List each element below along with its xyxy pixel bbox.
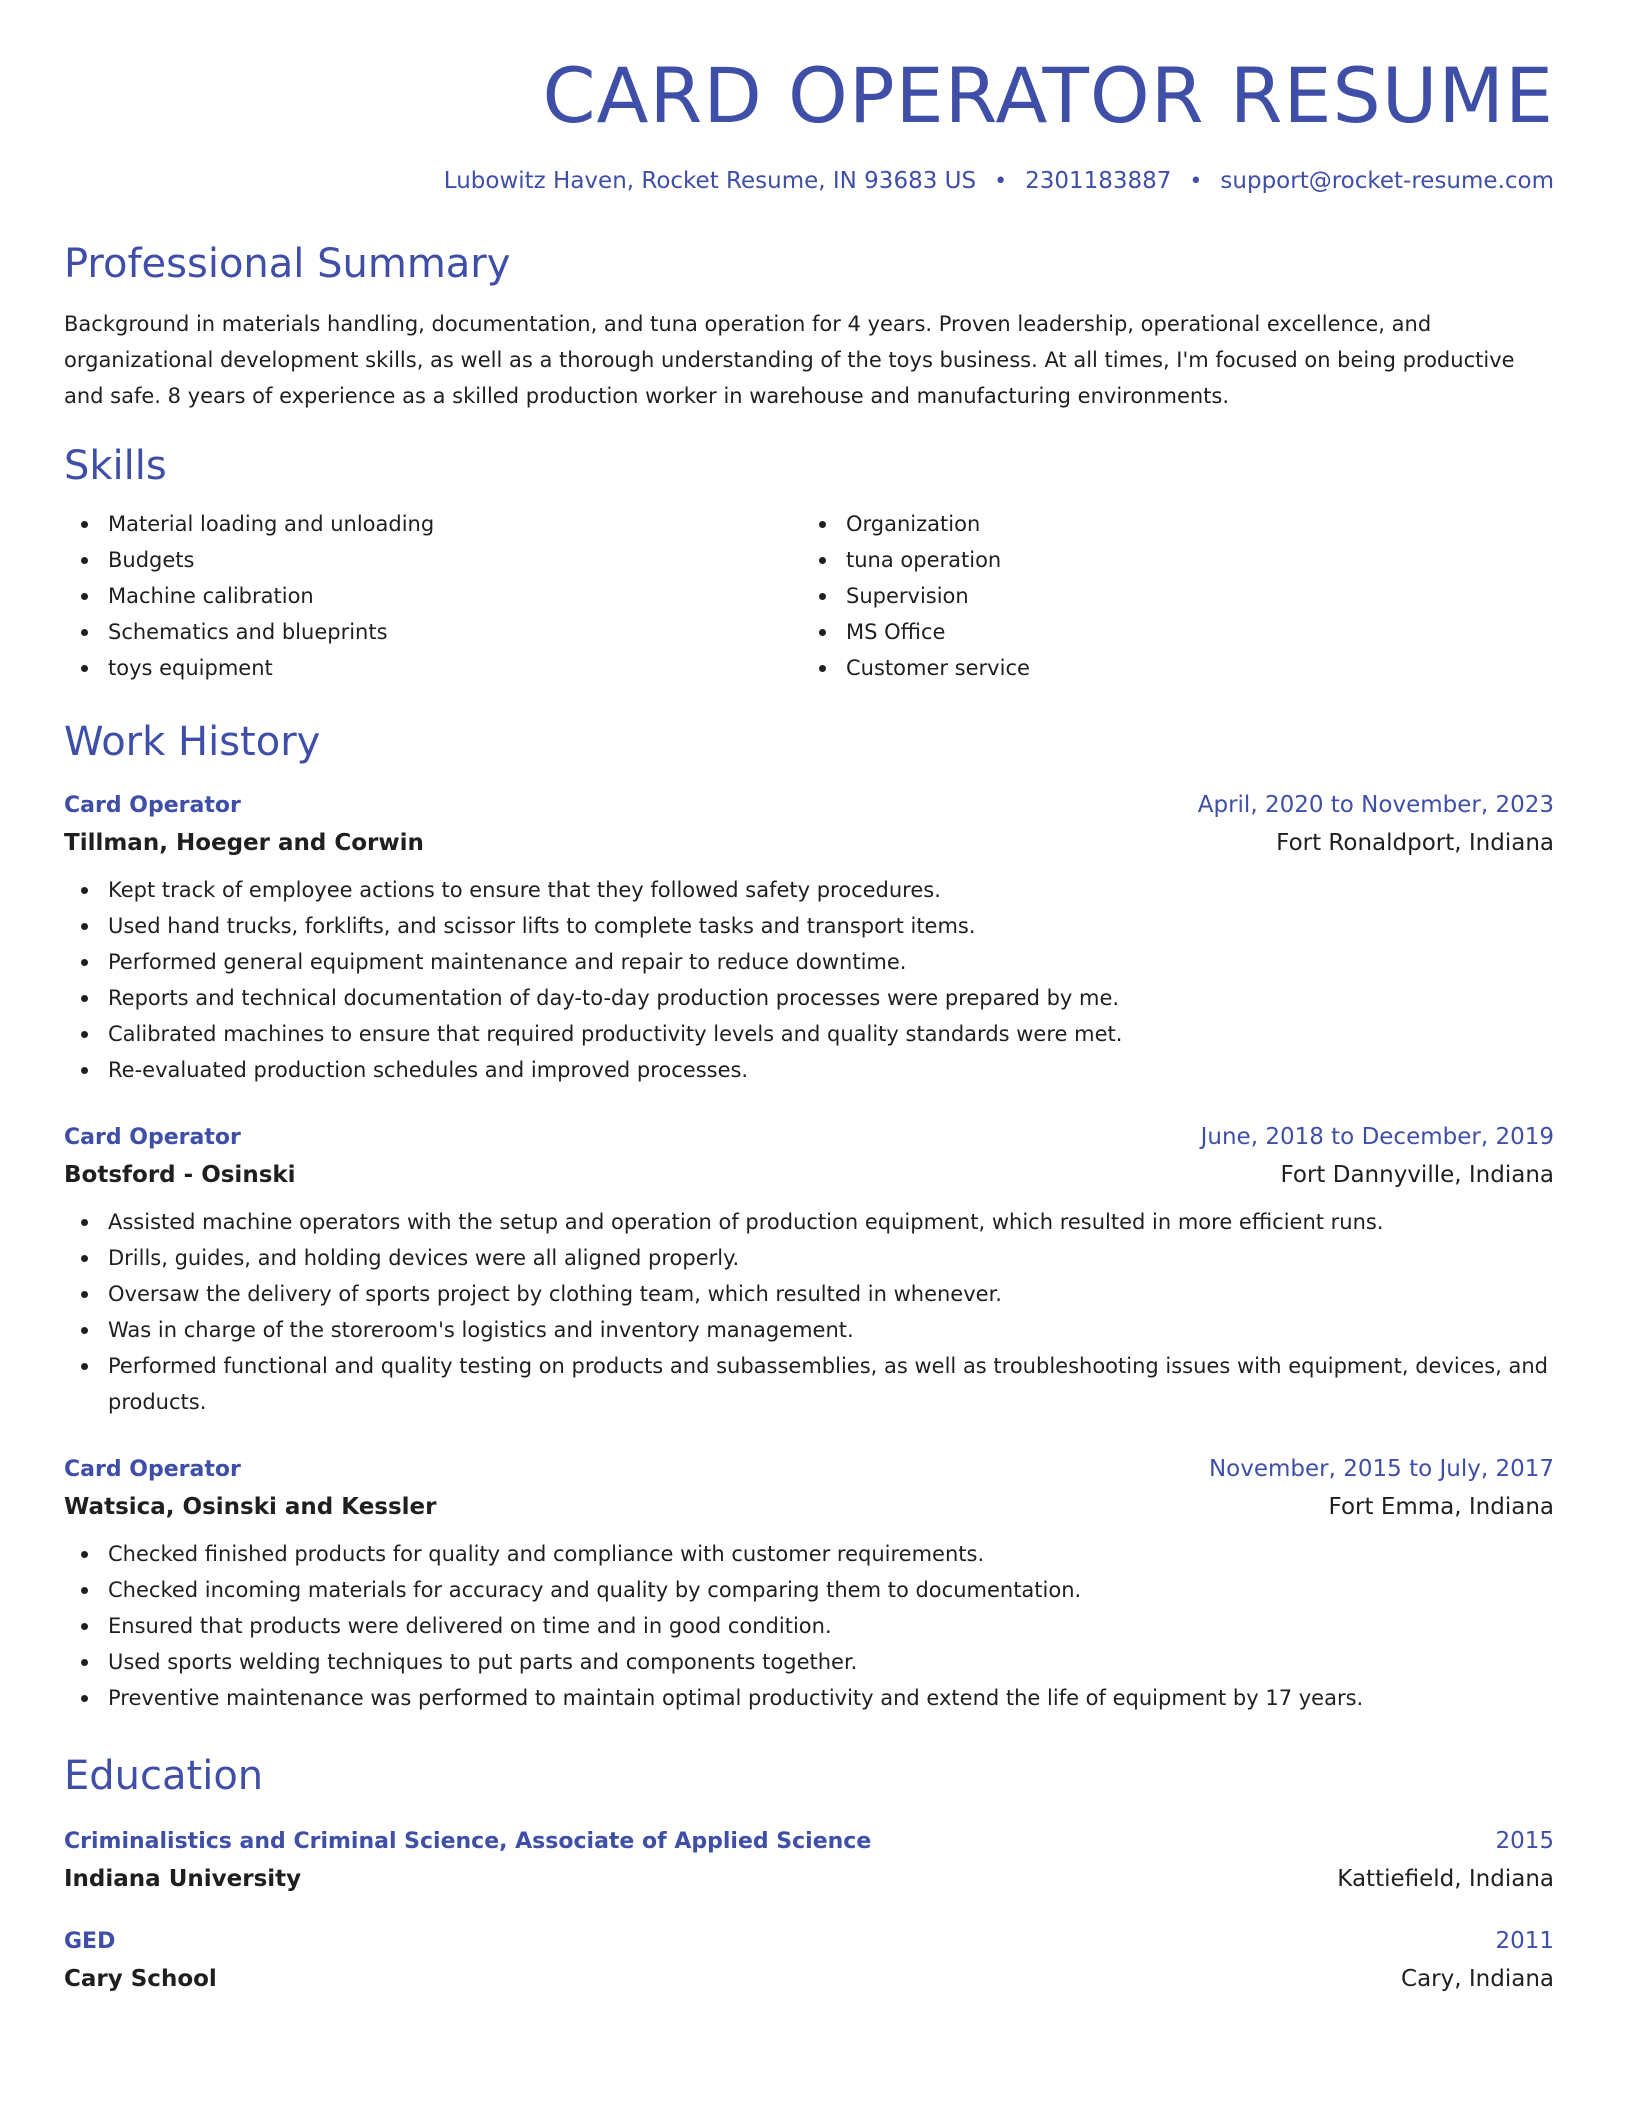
job-duty: Oversaw the delivery of sports project by clothing team, which resulted in whenever. [64,1276,1554,1312]
education-header-row [64,1828,1554,1854]
job-duty: Performed functional and quality testing on products and subassemblies, as well as troubleshooting issues with equipment, devices, and products. [64,1348,1554,1420]
skill-item: Supervision [802,578,1542,614]
education-degree: GED [64,1929,116,1954]
job-duty: Kept track of employee actions to ensure that they followed safety procedures. [64,872,1554,908]
skill-item: Machine calibration [64,578,802,614]
job-location: Fort Emma, Indiana [1328,1494,1554,1520]
skill-item: Budgets [64,542,802,578]
skill-item: MS Office [802,614,1542,650]
job-company: Tillman, Hoeger and Corwin [64,830,424,856]
job-entry [64,792,1554,1088]
education-entry [64,1928,1554,1992]
skill-item: tuna operation [802,542,1542,578]
skills-column-right [802,506,1542,686]
contact-separator: • [1189,168,1203,194]
job-dates: April, 2020 to November, 2023 [1197,792,1554,818]
job-duty: Checked incoming materials for accuracy and quality by comparing them to documentation. [64,1572,1554,1608]
contact-separator: • [994,168,1008,194]
job-duty: Used sports welding techniques to put parts and components together. [64,1644,1554,1680]
skill-item: toys equipment [64,650,802,686]
job-duty: Calibrated machines to ensure that required productivity levels and quality standards were met. [64,1016,1554,1052]
resume-header [64,51,1554,194]
job-location: Fort Dannyville, Indiana [1280,1162,1554,1188]
job-duty: Used hand trucks, forklifts, and scissor lifts to complete tasks and transport items. [64,908,1554,944]
education-header-row [64,1928,1554,1954]
education-location: Cary, Indiana [1401,1966,1554,1992]
job-company-row [64,1494,1554,1520]
skill-item: Customer service [802,650,1542,686]
education-school: Cary School [64,1966,217,1992]
job-dates: June, 2018 to December, 2019 [1200,1124,1554,1150]
job-duties [64,872,1554,1088]
job-role: Card Operator [64,793,241,818]
job-duty: Re-evaluated production schedules and improved processes. [64,1052,1554,1088]
job-duty: Checked finished products for quality and compliance with customer requirements. [64,1536,1554,1572]
job-company-row [64,830,1554,856]
contact-email[interactable]: support@rocket-resume.com [1220,168,1554,194]
job-role: Card Operator [64,1125,241,1150]
education-school: Indiana University [64,1866,302,1892]
job-duties [64,1204,1554,1420]
job-dates: November, 2015 to July, 2017 [1208,1456,1554,1482]
job-duties [64,1536,1554,1716]
job-entry [64,1124,1554,1420]
job-role: Card Operator [64,1457,241,1482]
education-school-row [64,1866,1554,1892]
education-year: 2011 [1495,1928,1554,1954]
job-location: Fort Ronaldport, Indiana [1276,830,1554,856]
job-header-row [64,1456,1554,1482]
skills-list [64,506,1554,686]
job-header-row [64,1124,1554,1150]
job-duty: Ensured that products were delivered on time and in good condition. [64,1608,1554,1644]
education-school-row [64,1966,1554,1992]
job-duty: Performed general equipment maintenance and repair to reduce downtime. [64,944,1554,980]
job-duty: Preventive maintenance was performed to maintain optimal productivity and extend the life of equipment by 17 years. [64,1680,1554,1716]
job-company-row [64,1162,1554,1188]
skills-heading: Skills [64,443,167,489]
work-history-heading: Work History [64,719,321,765]
summary-text: Background in materials handling, documentation, and tuna operation for 4 years. Proven leadership, operational excellence, and organizational development skills, as well as a thorough understanding of the toys business. At all times, I'm focused on being productive and safe. 8 years of experience as a skilled production worker in warehouse and manufacturing environments. [64,312,1515,408]
education-degree: Criminalistics and Criminal Science, Associate of Applied Science [64,1829,872,1854]
job-duty: Reports and technical documentation of day-to-day production processes were prepared by me. [64,980,1554,1016]
job-company: Botsford - Osinski [64,1162,296,1188]
skill-item: Organization [802,506,1542,542]
contact-address: Lubowitz Haven, Rocket Resume, IN 93683 US [443,168,977,194]
contact-line [64,168,1554,194]
resume-title: CARD OPERATOR RESUME [542,51,1554,140]
contact-phone[interactable]: 2301183887 [1025,168,1172,194]
skill-item: Material loading and unloading [64,506,802,542]
skills-column-left [64,506,802,686]
summary-heading: Professional Summary [64,241,511,287]
job-duty: Was in charge of the storeroom's logistics and inventory management. [64,1312,1554,1348]
education-entry [64,1828,1554,1892]
job-header-row [64,792,1554,818]
job-duty: Assisted machine operators with the setup and operation of production equipment, which resulted in more efficient runs. [64,1204,1554,1240]
skill-item: Schematics and blueprints [64,614,802,650]
job-company: Watsica, Osinski and Kessler [64,1494,437,1520]
education-location: Kattiefield, Indiana [1337,1866,1554,1892]
job-duty: Drills, guides, and holding devices were all aligned properly. [64,1240,1554,1276]
job-entry [64,1456,1554,1716]
education-year: 2015 [1495,1828,1554,1854]
education-heading: Education [64,1753,264,1799]
